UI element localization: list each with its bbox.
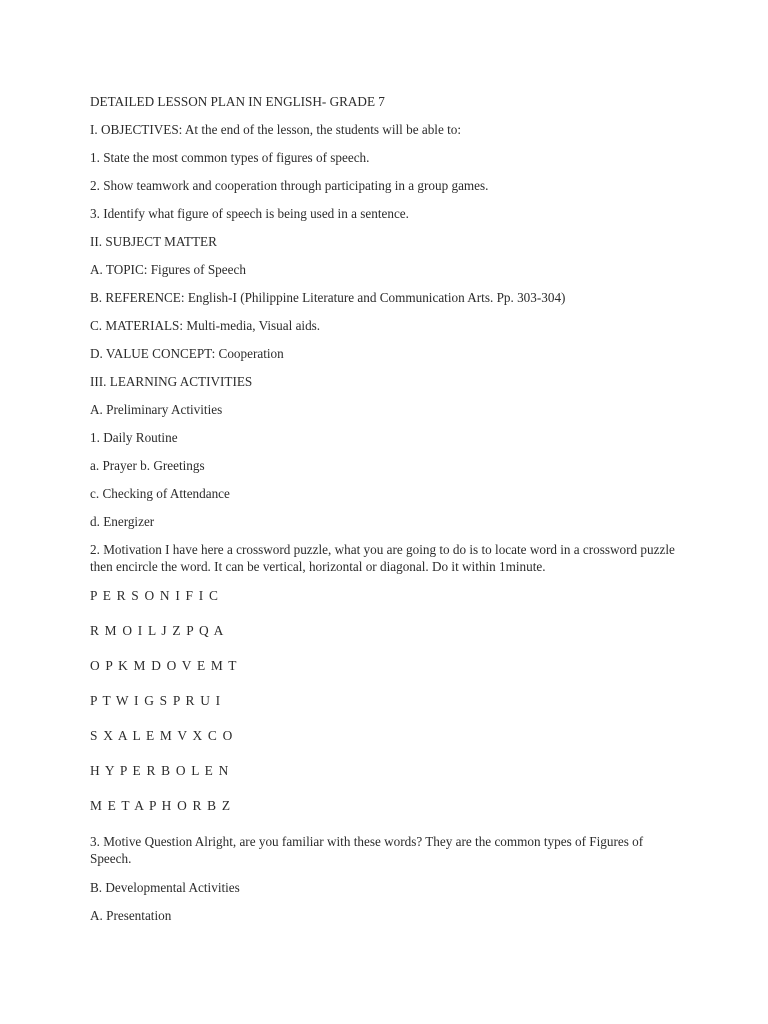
preliminary-item: d. Energizer — [90, 514, 155, 529]
subject-matter-item: D. VALUE CONCEPT: Cooperation — [90, 346, 284, 361]
presentation-heading: A. Presentation — [90, 908, 172, 923]
preliminary-item: 1. Daily Routine — [90, 430, 178, 445]
objectives-heading: I. OBJECTIVES: At the end of the lesson, the students will be able to: — [90, 122, 462, 137]
motive-question-paragraph: 3. Motive Question Alright, are you familiar with these words? They are the common types of Figures of Speech. — [90, 834, 644, 866]
developmental-heading: B. Developmental Activities — [90, 880, 240, 895]
puzzle-row: H Y P E R B O L E N — [90, 763, 230, 778]
preliminary-item: a. Prayer b. Greetings — [90, 458, 205, 473]
preliminary-heading: A. Preliminary Activities — [90, 402, 223, 417]
puzzle-row: P E R S O N I F I C — [90, 588, 220, 603]
learning-activities-heading: III. LEARNING ACTIVITIES — [90, 374, 253, 389]
subject-matter-item: C. MATERIALS: Multi-media, Visual aids. — [90, 318, 321, 333]
objective-item: 2. Show teamwork and cooperation through participating in a group games. — [90, 178, 489, 193]
preliminary-item: c. Checking of Attendance — [90, 486, 230, 501]
objective-item: 1. State the most common types of figures of speech. — [90, 150, 370, 165]
puzzle-row: S X A L E M V X C O — [90, 728, 234, 743]
subject-matter-heading: II. SUBJECT MATTER — [90, 234, 217, 249]
puzzle-row: M E T A P H O R B Z — [90, 798, 232, 813]
puzzle-row: R M O I L J Z P Q A — [90, 623, 225, 638]
motivation-paragraph: 2. Motivation I have here a crossword puzzle, what you are going to do is to locate word in a crossword puzzle then encircle the word. It can be vertical, horizontal or diagonal. Do it within 1minute. — [90, 542, 675, 574]
objective-item: 3. Identify what figure of speech is being used in a sentence. — [90, 206, 409, 221]
subject-matter-item: B. REFERENCE: English-I (Philippine Literature and Communication Arts. Pp. 303-304) — [90, 290, 566, 305]
puzzle-row: O P K M D O V E M T — [90, 658, 238, 673]
puzzle-row: P T W I G S P R U I — [90, 693, 222, 708]
document-title: DETAILED LESSON PLAN IN ENGLISH- GRADE 7 — [90, 94, 385, 109]
subject-matter-item: A. TOPIC: Figures of Speech — [90, 262, 246, 277]
